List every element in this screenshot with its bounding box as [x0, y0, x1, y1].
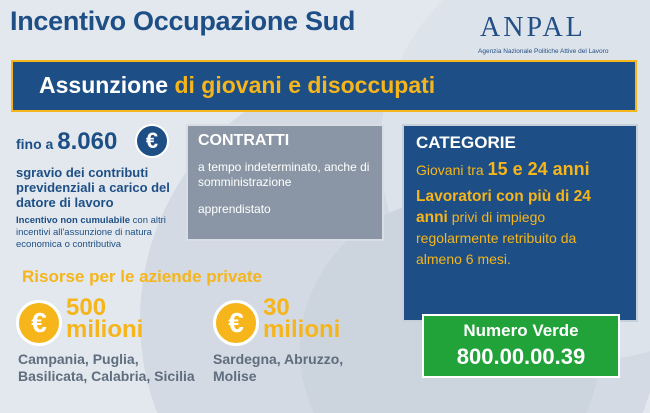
- headline-banner: [11, 60, 637, 112]
- incentive-description: sgravio dei contributi previdenziali a carico del datore di lavoro: [16, 165, 170, 210]
- fund-amount: [263, 294, 341, 343]
- risorse-heading: Risorse per le aziende private: [22, 267, 262, 286]
- categorie-giovani: [416, 159, 624, 180]
- logo-subtitle: Agenzia Nazionale Politiche Attive del Lavoro: [478, 48, 609, 55]
- numero-verde-number: 800.00.00.39: [456, 344, 586, 369]
- euro-icon: €: [135, 124, 169, 158]
- page-title: Incentivo Occupazione Sud: [10, 6, 356, 36]
- fund-number: 30: [263, 294, 290, 321]
- giovani-age-range: 15 e 24 anni: [487, 159, 590, 179]
- categorie-lavoratori: [416, 186, 624, 270]
- euro-coin-icon: €: [16, 300, 62, 346]
- incentive-amount: [16, 128, 117, 156]
- fund-unit: milioni: [66, 316, 144, 343]
- logo-text: ANPAL: [480, 12, 586, 43]
- numero-verde-label: Numero Verde: [463, 321, 579, 340]
- categorie-box: [402, 124, 638, 322]
- fund-unit: milioni: [263, 316, 341, 343]
- amount-value: 8.060: [57, 128, 118, 155]
- giovani-prefix: Giovani tra: [416, 162, 484, 178]
- fund-number: 500: [66, 294, 107, 321]
- fund-regions: Campania, Puglia, Basilicata, Calabria, Sicilia: [18, 351, 195, 384]
- euro-coin-icon: €: [213, 300, 259, 346]
- note-rest: con altri incentivi all'assunzione di natura economica o contributiva: [16, 215, 166, 250]
- fund-regions: Sardegna, Abruzzo, Molise: [213, 351, 344, 384]
- contratti-heading: CONTRATTI: [198, 132, 290, 149]
- banner-white-text: Assunzione: [39, 72, 175, 98]
- note-bold: Incentivo non cumulabile: [16, 215, 131, 226]
- contratti-item: apprendistato: [198, 202, 271, 216]
- banner-yellow-text: di giovani e disoccupati: [174, 72, 436, 98]
- incentive-note: [16, 215, 186, 251]
- lavoratori-rest: privi di impiego regolarmente retribuito da almeno 6 mesi.: [416, 209, 577, 267]
- contratti-box: [186, 124, 384, 241]
- lavoratori-bold: Lavoratori con più di 24 anni: [416, 188, 591, 226]
- fino-a-label: fino a: [16, 136, 58, 152]
- fund-amount: [66, 294, 144, 343]
- categorie-heading: CATEGORIE: [416, 133, 516, 152]
- anpal-logo: [478, 12, 638, 60]
- numero-verde-box: [422, 314, 620, 378]
- contratti-item: a tempo indeterminato, anche di somministrazione: [198, 160, 370, 189]
